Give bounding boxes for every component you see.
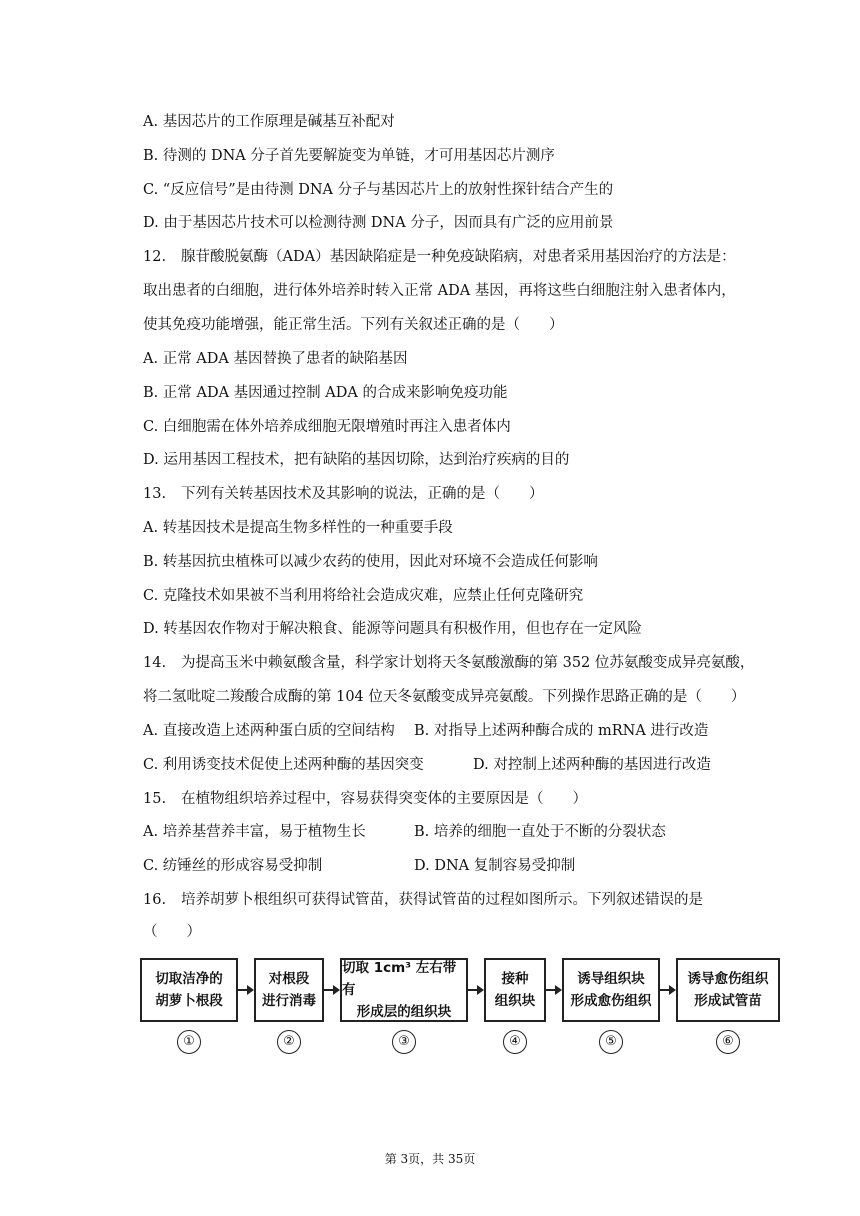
q13-number: 13. [143, 486, 167, 502]
q14-number: 14. [143, 655, 167, 671]
arrow-icon [660, 983, 676, 997]
flow-step-5-box [562, 958, 660, 1022]
flow-step-3-box [340, 958, 468, 1022]
flow-step-5-number: ⑤ [599, 1030, 623, 1054]
flow-step-5-line2: 形成愈伤组织 [570, 993, 652, 1009]
q12-stem-line2: 取出患者的白细胞，进行体外培养时转入正常 ADA 基因，再将这些白细胞注射入患者体内， [143, 283, 736, 299]
q11-option-c: C. “反应信号”是由待测 DNA 分子与基因芯片上的放射性探针结合产生的 [143, 182, 614, 198]
flow-step-2-line1: 对根段 [268, 971, 310, 987]
flow-step-5-line1: 诱导组织块 [577, 971, 645, 987]
q14-stem-line2: 将二氢吡啶二羧酸合成酶的第 104 位天冬氨酸变成异亮氨酸。下列操作思路正确的是（ ） [143, 689, 746, 705]
arrow-icon [468, 983, 484, 997]
flow-step-3-line2: 形成层的组织块 [356, 1004, 452, 1020]
q15-option-a: A. 培养基营养丰富，易于植物生长 [143, 824, 366, 840]
q12-option-b: B. 正常 ADA 基因通过控制 ADA 的合成来影响免疫功能 [143, 385, 508, 401]
flow-step-2-box [254, 958, 324, 1022]
q12-stem-line1 [143, 247, 736, 267]
q12-option-a: A. 正常 ADA 基因替换了患者的缺陷基因 [143, 351, 408, 367]
q14-stem-line1 [143, 653, 754, 673]
q16-stem-text1: 培养胡萝卜根组织可获得试管苗，获得试管苗的过程如图所示。下列叙述错误的是 [181, 892, 703, 908]
q15-option-d: D. DNA 复制容易受抑制 [414, 858, 576, 874]
q15-stem-line1 [143, 789, 587, 809]
q12-number: 12. [143, 249, 167, 265]
q14-stem-text1: 为提高玉米中赖氨酸含量，科学家计划将天冬氨酸激酶的第 352 位苏氨酸变成异亮氨酸， [181, 655, 755, 671]
q16-number: 16. [143, 892, 167, 908]
q14-option-d: D. 对控制上述两种酶的基因进行改造 [473, 757, 711, 773]
q13-option-b: B. 转基因抗虫植株可以减少农药的使用，因此对环境不会造成任何影响 [143, 554, 598, 570]
flow-step-1-number: ① [177, 1030, 201, 1054]
q11-option-b: B. 待测的 DNA 分子首先要解旋变为单链，才可用基因芯片测序 [143, 148, 555, 164]
q13-option-a: A. 转基因技术是提高生物多样性的一种重要手段 [143, 520, 453, 536]
flow-step-4-line1: 接种 [501, 971, 529, 987]
q13-stem-text1: 下列有关转基因技术及其影响的说法，正确的是（ ） [181, 486, 544, 502]
q13-stem-line1 [143, 484, 544, 504]
q15-option-c: C. 纺锤丝的形成容易受抑制 [143, 858, 323, 874]
q12-option-d: D. 运用基因工程技术，把有缺陷的基因切除，达到治疗疾病的目的 [143, 452, 570, 468]
q12-stem-text1: 腺苷酸脱氨酶（ADA）基因缺陷症是一种免疫缺陷病，对患者采用基因治疗的方法是： [181, 249, 736, 265]
page-footer: 第 3页，共 35页 [384, 1152, 476, 1166]
flow-step-4-number: ④ [503, 1030, 527, 1054]
flow-step-6-box [676, 958, 780, 1022]
q12-option-c: C. 白细胞需在体外培养成细胞无限增殖时再注入患者体内 [143, 419, 511, 435]
flow-step-2-number: ② [277, 1030, 301, 1054]
q16-stem-line2: （ ） [143, 924, 201, 940]
flow-step-6-line2: 形成试管苗 [694, 993, 762, 1009]
flow-step-6-line1: 诱导愈伤组织 [687, 971, 769, 987]
q13-option-d: D. 转基因农作物对于解决粮食、能源等问题具有积极作用，但也存在一定风险 [143, 621, 642, 637]
flow-step-1-line2: 胡萝卜根段 [155, 993, 223, 1009]
q14-option-c: C. 利用诱变技术促使上述两种酶的基因突变 [143, 757, 424, 773]
flow-step-1-line1: 切取洁净的 [155, 971, 223, 987]
arrow-icon [546, 983, 562, 997]
arrow-icon [238, 983, 254, 997]
q15-option-b: B. 培养的细胞一直处于不断的分裂状态 [414, 824, 666, 840]
q15-stem-text1: 在植物组织培养过程中，容易获得突变体的主要原因是（ ） [181, 791, 587, 807]
q11-option-d: D. 由于基因芯片技术可以检测待测 DNA 分子，因而具有广泛的应用前景 [143, 215, 614, 231]
q14-option-b: B. 对指导上述两种酶合成的 mRNA 进行改造 [414, 723, 709, 739]
flow-step-2-line2: 进行消毒 [262, 993, 316, 1009]
flow-step-3-line1: 切取 1cm³ 左右带有 [342, 960, 457, 998]
tissue-culture-flow-diagram [140, 958, 780, 1058]
arrow-icon [324, 983, 340, 997]
q15-number: 15. [143, 791, 167, 807]
q11-option-a: A. 基因芯片的工作原理是碱基互补配对 [143, 114, 395, 130]
flow-step-3-number: ③ [392, 1030, 416, 1054]
q16-stem-line1 [143, 890, 703, 910]
flow-step-4-box [484, 958, 546, 1022]
flow-step-6-number: ⑥ [716, 1030, 740, 1054]
flow-step-1-box [140, 958, 238, 1022]
q13-option-c: C. 克隆技术如果被不当利用将给社会造成灾难，应禁止任何克隆研究 [143, 588, 584, 604]
q14-option-a: A. 直接改造上述两种蛋白质的空间结构 [143, 723, 395, 739]
flow-step-4-line2: 组织块 [494, 993, 536, 1009]
q12-stem-line3: 使其免疫功能增强，能正常生活。下列有关叙述正确的是（ ） [143, 317, 564, 333]
